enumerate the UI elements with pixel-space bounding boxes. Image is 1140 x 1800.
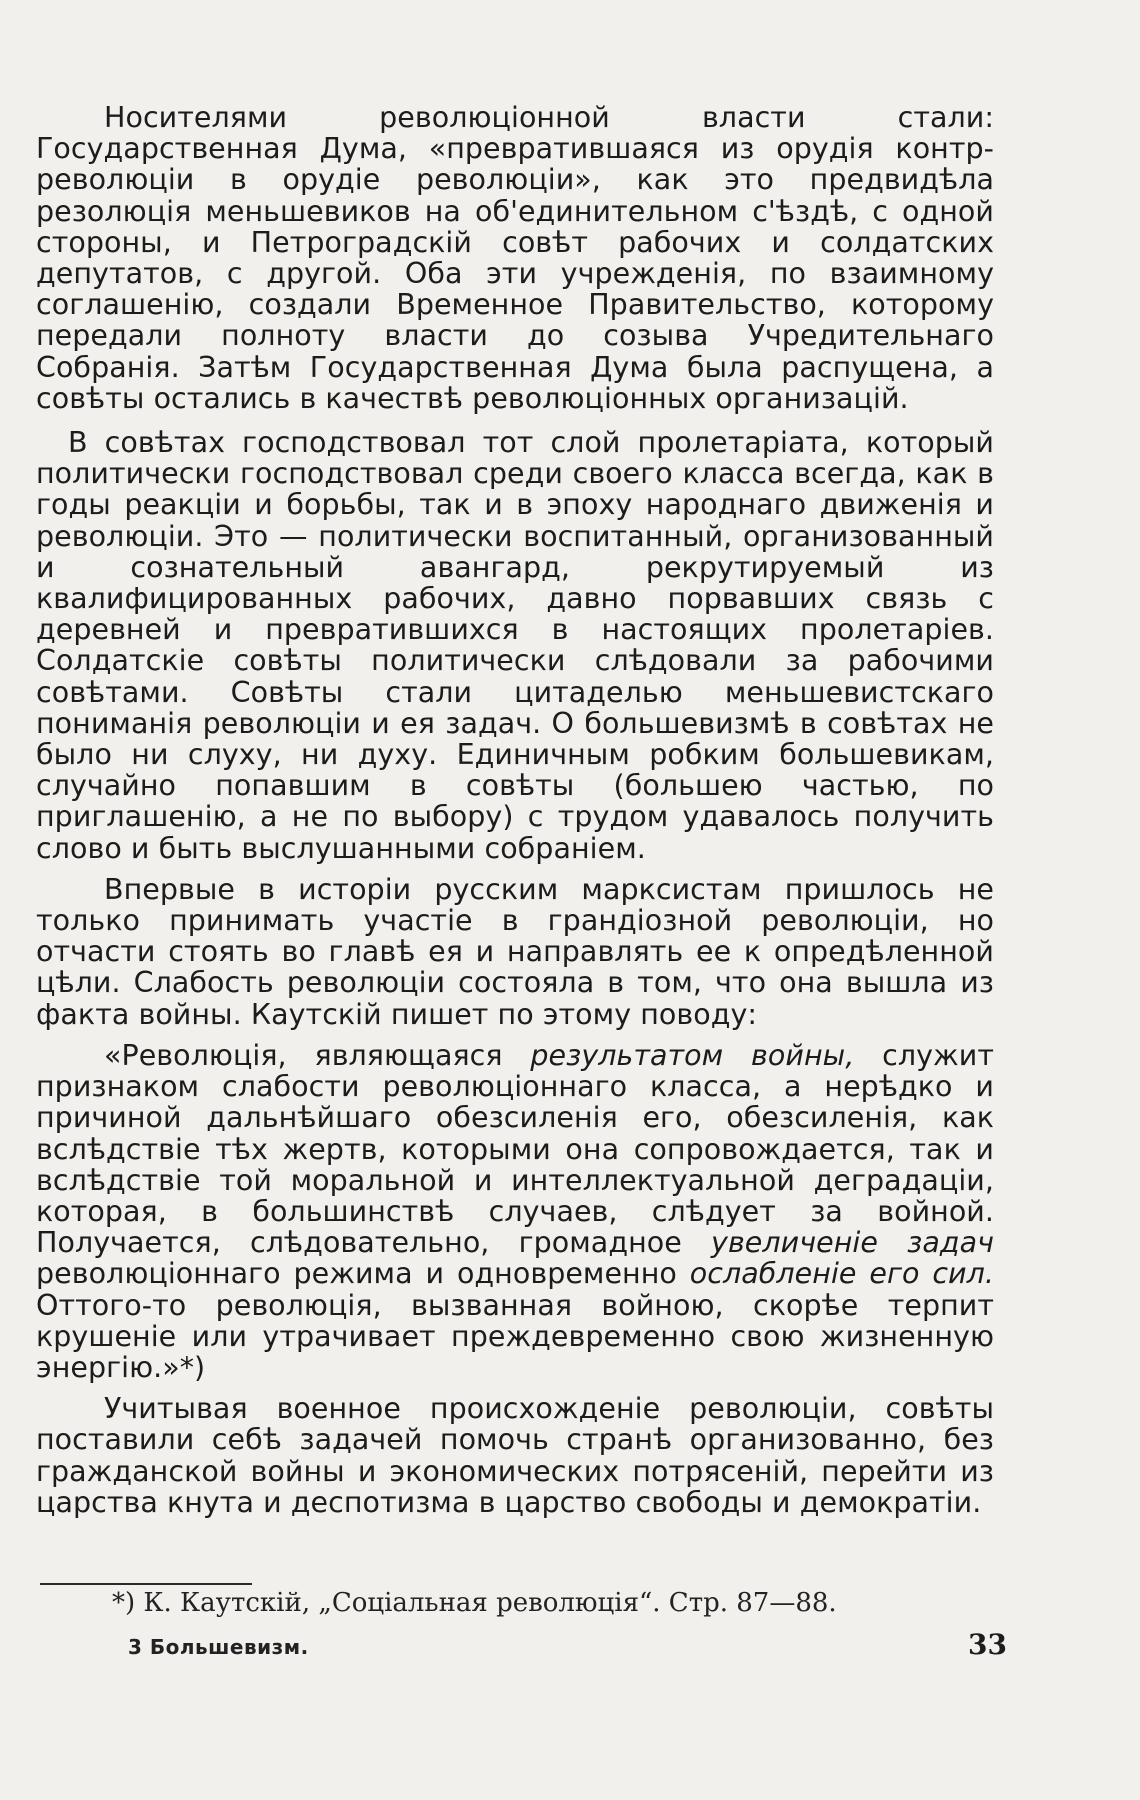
signature-mark: 3 Большевизм. [128, 1635, 309, 1659]
paragraph-1: Носителями революціонной власти стали: Государственная Дума, «превратившаяся из орудія контр-революціи в орудіе революціи», как это предвидѣла резолюція меньшевиков на об'единительном с'ѣздѣ, с одной стороны, и Петроградскій совѣт рабочих и солдатских депутатов, с другой. Оба эти учрежденія, по взаимному соглашенію, создали Временное Правительство, которому передали полноту власти до созыва Учредительнаго Собранія. Затѣм Государственная Дума была распущена, а совѣты остались в качествѣ революціонных организацій. [36, 101, 994, 415]
page-body [36, 102, 994, 1518]
quote-text: Оттого-то революція, вызванная войною, скорѣе терпит крушеніе или утрачивает преждевременно свою жизненную энергію.»*) [36, 1288, 994, 1384]
kautsky-quote [36, 1040, 994, 1383]
page-number: 33 [968, 1628, 1007, 1661]
quote-emphasis: ослабленіе его сил. [689, 1257, 995, 1291]
footnote: *) К. Каутскій, „Соціальная революція“. Стр. 87—88. [112, 1588, 837, 1618]
quote-text: служит признаком слабости революціоннаго класса, а нерѣдко и причиной дальнѣйшаго обезсиленія его, обезсиленія, как вслѣдствіе тѣх жертв, которыми она сопровождается, так и вслѣдствіе той моральной и интеллектуальной деградаціи, которая, в большинствѣ случаев, слѣдует за войной. Получается, слѣдовательно, громадное [36, 1038, 994, 1260]
paragraph-3: Впервые в исторіи русским марксистам пришлось не только принимать участіе в грандіозной революціи, но отчасти стоять во главѣ ея и направлять ее к опредѣленной цѣли. Слабость революціи состояла в том, что она вышла из факта войны. Каутскій пишет по этому поводу: [36, 872, 994, 1031]
quote-text: «Революція, являющаяся [104, 1038, 531, 1072]
quote-text: революціоннаго режима и одновременно [36, 1257, 690, 1291]
quote-emphasis: результатом войны, [530, 1038, 855, 1072]
paragraph-5: Учитывая военное происхожденіе революціи, совѣты поставили себѣ задачей помочь странѣ организованно, без гражданской войны и экономических потрясеній, перейти из царства кнута и деспотизма в царство свободы и демократіи. [36, 1392, 994, 1519]
footnote-rule [40, 1583, 252, 1585]
paragraph-2: В совѣтах господствовал тот слой пролетаріата, который политически господствовал среди своего класса всегда, как в годы реакціи и борьбы, так и в эпоху народнаго движенія и революціи. Это — политически воспитанный, организованный и сознательный авангард, рекрутируемый из квалифицированных рабочих, давно порвавших связь с деревней и превратившихся в настоящих пролетаріев. Солдатскіе совѣты политически слѣдовали за рабочими совѣтами. Совѣты стали цитаделью меньшевистскаго пониманія революціи и ея задач. О большевизмѣ в совѣтах не было ни слуху, ни духу. Единичным робким большевикам, случайно попавшим в совѣты (большею частью, по приглашенію, а не по выбору) с трудом удавалось получить слово и быть выслушанными собраніем. [36, 426, 994, 865]
quote-emphasis: увеличеніе задач [711, 1226, 994, 1260]
